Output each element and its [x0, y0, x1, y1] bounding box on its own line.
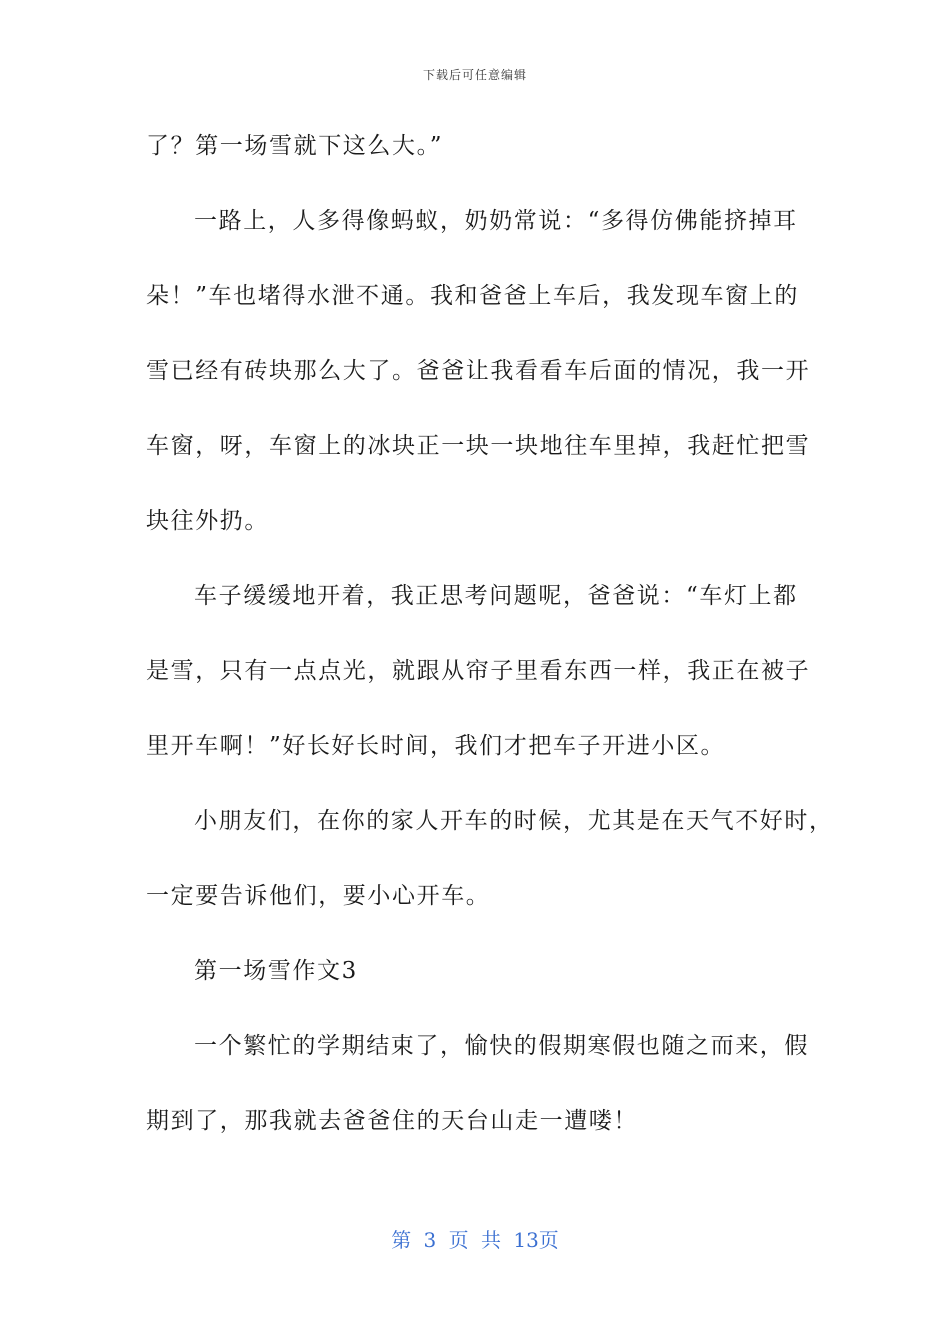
paragraph-start: 车子缓缓地开着，我正思考问题呢，爸爸说：“车灯上都	[194, 583, 798, 609]
page-number-footer: 第 3 页 共 13页	[391, 1228, 559, 1252]
text-line: 朵！”车也堵得水泄不通。我和爸爸上车后，我发现车窗上的	[146, 283, 799, 309]
text-line: 是雪，只有一点点光，就跟从帘子里看东西一样，我正在被子	[146, 658, 811, 684]
text-line: 了？第一场雪就下这么大。”	[146, 133, 444, 159]
paragraph-start: 小朋友们，在你的家人开车的时候，尤其是在天气不好时，	[194, 808, 834, 834]
text-line: 期到了，那我就去爸爸住的天台山走一遭喽！	[146, 1108, 638, 1134]
text-line: 一定要告诉他们，要小心开车。	[146, 883, 491, 909]
text-line: 车窗，呀，车窗上的冰块正一块一块地往车里掉，我赶忙把雪	[146, 433, 811, 459]
text-line: 里开车啊！”好长好长时间，我们才把车子开进小区。	[146, 733, 726, 759]
text-line: 块往外扔。	[146, 508, 269, 534]
paragraph-start: 一个繁忙的学期结束了，愉快的假期寒假也随之而来，假	[194, 1033, 809, 1059]
page-header: 下载后可任意编辑	[422, 68, 527, 82]
document-body	[146, 120, 834, 1170]
section-title: 第一场雪作文3	[194, 958, 358, 984]
paragraph-start: 一路上，人多得像蚂蚁，奶奶常说：“多得仿佛能挤掉耳	[194, 208, 798, 234]
text-line: 雪已经有砖块那么大了。爸爸让我看看车后面的情况，我一开	[146, 358, 811, 384]
